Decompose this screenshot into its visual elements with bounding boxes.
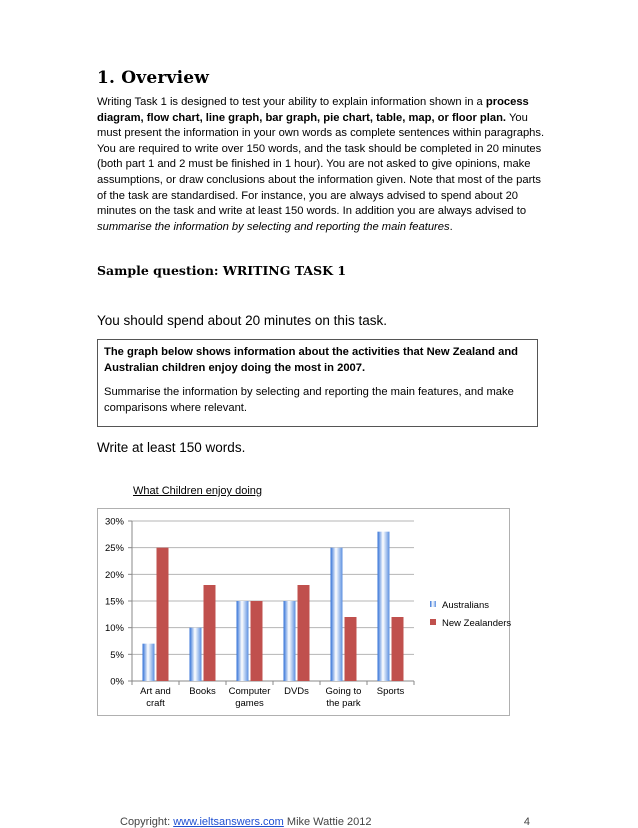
overview-paragraph: [97, 95, 547, 235]
y-tick-label: 25%: [104, 543, 124, 555]
y-tick-label: 0%: [110, 676, 124, 688]
bar-australians: [331, 548, 343, 681]
x-category-label: DVDs: [284, 686, 309, 697]
intro-text-3: .: [449, 220, 453, 233]
task-box: [97, 339, 538, 427]
x-category-label: Art and: [140, 686, 171, 697]
task-description: The graph below shows information about the activities that New Zealand and Australian children enjoy doing the most in 2007.: [104, 346, 518, 374]
y-tick-label: 30%: [104, 516, 124, 528]
intro-text-1: Writing Task 1 is designed to test your ability to explain information shown in a: [97, 96, 486, 108]
bar-new-zealanders: [204, 585, 216, 681]
x-category-label: games: [235, 698, 264, 709]
legend-label-australians: Australians: [442, 600, 489, 611]
x-category-label: Going to: [325, 686, 362, 697]
y-tick-label: 20%: [104, 569, 124, 581]
task-instruction: Summarise the information by selecting and reporting the main features, and make comparisons where relevant.: [104, 386, 514, 414]
page-footer: [120, 816, 530, 828]
x-category-label: Sports: [376, 686, 405, 697]
footer-author: Mike Wattie 2012: [283, 816, 372, 828]
intro-italic-advice: summarise the information by selecting and reporting the main features: [97, 220, 450, 233]
bar-new-zealanders: [298, 585, 310, 681]
bar-australians: [378, 532, 390, 681]
bar-australians: [190, 628, 202, 681]
x-category-label: craft: [146, 698, 165, 709]
chart-canvas: [98, 509, 511, 717]
section-title: 1. Overview: [97, 68, 210, 88]
sample-question-heading: Sample question: WRITING TASK 1: [97, 263, 347, 278]
chart-title: What Children enjoy doing: [133, 485, 263, 497]
y-tick-label: 5%: [110, 649, 124, 661]
bar-new-zealanders: [392, 617, 404, 681]
time-instruction: You should spend about 20 minutes on this task.: [97, 313, 387, 328]
legend-label-new-zealanders: New Zealanders: [442, 618, 511, 629]
bar-australians: [143, 644, 155, 681]
x-category-label: the park: [326, 698, 361, 709]
word-count-instruction: Write at least 150 words.: [97, 440, 246, 455]
bar-new-zealanders: [251, 601, 263, 681]
bar-australians: [237, 601, 249, 681]
y-tick-label: 10%: [104, 623, 124, 635]
legend-swatch-new-zealanders: [430, 619, 436, 625]
bar-australians: [284, 601, 296, 681]
legend-swatch-australians: [430, 601, 436, 607]
x-category-label: Books: [189, 686, 216, 697]
footer-link[interactable]: www.ieltsanswers.com: [173, 816, 284, 828]
page-number: 4: [523, 816, 530, 828]
bar-new-zealanders: [345, 617, 357, 681]
footer-copyright: Copyright:: [120, 816, 174, 828]
y-tick-label: 15%: [104, 596, 124, 608]
intro-bold-chart-types: process diagram, flow chart, line graph, bar graph, pie chart, table, map, or floor plan.: [97, 96, 529, 124]
x-category-label: Computer: [228, 686, 271, 697]
intro-text-2: You must present the information in your own words as complete sentences within paragraphs. You are required to write over 150 words, and the task should be completed in 20 minutes (both part 1 and 2 must be finished in 1 hour). You are not asked to give opinions, make assumptions, or draw conclusions about the information given. Note that most of the parts of the task are standardised. For instance, you are always advised to spend about 20 minutes on the task and write at least 150 words. In addition you are always advised to: [97, 111, 545, 218]
bar-chart: [97, 508, 510, 716]
bar-new-zealanders: [157, 548, 169, 681]
